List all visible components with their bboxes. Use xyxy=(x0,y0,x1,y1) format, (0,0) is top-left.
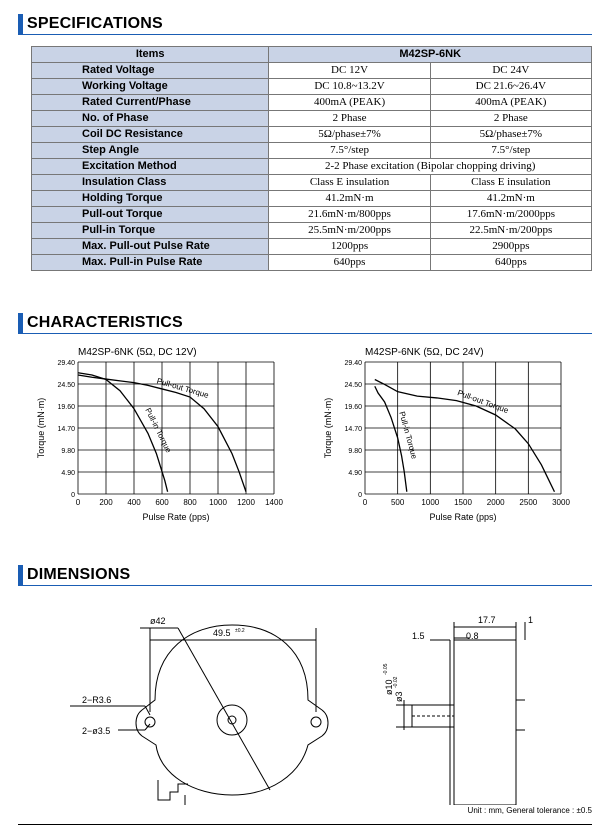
spec-value-24v: 2 Phase xyxy=(430,111,591,127)
x-tick-label: 0 xyxy=(75,498,81,507)
dim-49-5-label: 49.5 xyxy=(213,628,231,638)
spec-label: Pull-in Torque xyxy=(32,223,269,239)
spec-label: Step Angle xyxy=(32,143,269,159)
x-tick-label: 3000 xyxy=(552,498,570,507)
spec-value-12v: 400mA (PEAK) xyxy=(269,95,430,111)
motor-front-outline xyxy=(136,625,328,795)
spec-table xyxy=(31,46,592,271)
dim-phi10-tolerance: -0.05 xyxy=(383,663,389,675)
spec-value-12v: 640pps xyxy=(269,255,430,271)
x-tick-label: 800 xyxy=(183,498,197,507)
dim-phi42-label: ø42 xyxy=(150,616,166,626)
spec-label: Max. Pull-in Pulse Rate xyxy=(32,255,269,271)
series-label: Pull-in Torque xyxy=(143,406,174,455)
spec-value-24v: 5Ω/phase±7% xyxy=(430,127,591,143)
y-tick-label: 4.90 xyxy=(61,470,75,477)
x-tick-label: 1400 xyxy=(265,498,283,507)
chart-title: M42SP-6NK (5Ω, DC 24V) xyxy=(365,347,484,358)
x-axis-label: Pulse Rate (pps) xyxy=(142,512,210,522)
dim-17-7-label: 17.7 xyxy=(478,615,496,625)
chart-title: M42SP-6NK (5Ω, DC 12V) xyxy=(78,347,197,358)
x-tick-label: 1200 xyxy=(237,498,255,507)
characteristics-heading: CHARACTERISTICS xyxy=(18,313,183,333)
series-label: Pull-out Torque xyxy=(456,388,510,416)
section-divider xyxy=(18,34,592,35)
table-row xyxy=(32,207,592,223)
y-tick-label: 0 xyxy=(71,492,75,499)
chart-24v xyxy=(317,340,582,530)
y-tick-label: 9.80 xyxy=(61,448,75,455)
spec-label: Holding Torque xyxy=(32,191,269,207)
y-axis-label: Torque (mN·m) xyxy=(36,397,46,459)
spec-value-24v: Class E insulation xyxy=(430,175,591,191)
y-tick-label: 4.90 xyxy=(348,470,362,477)
table-row xyxy=(32,143,592,159)
x-tick-label: 1500 xyxy=(454,498,472,507)
header-model: M42SP-6NK xyxy=(269,47,592,63)
spec-value-12v: DC 12V xyxy=(269,63,430,79)
spec-value-12v: 25.5mN·m/200pps xyxy=(269,223,430,239)
y-tick-label: 9.80 xyxy=(348,448,362,455)
y-tick-label: 19.60 xyxy=(57,404,75,411)
y-tick-label: 19.60 xyxy=(344,404,362,411)
dim-phi3-tolerance: -0.02 xyxy=(393,676,399,688)
spec-label: Working Voltage xyxy=(32,79,269,95)
series-line-pull-in-torque xyxy=(375,386,407,492)
y-tick-label: 14.70 xyxy=(57,426,75,433)
spec-value-12v: Class E insulation xyxy=(269,175,430,191)
spec-value-12v: 21.6mN·m/800pps xyxy=(269,207,430,223)
footer-rule xyxy=(18,824,592,825)
spec-label: Pull-out Torque xyxy=(32,207,269,223)
spec-value-12v: 5Ω/phase±7% xyxy=(269,127,430,143)
dim-1-5-label: 1.5 xyxy=(412,631,425,641)
table-row xyxy=(32,175,592,191)
spec-value-24v: 400mA (PEAK) xyxy=(430,95,591,111)
specifications-heading: SPECIFICATIONS xyxy=(18,14,163,34)
table-row xyxy=(32,79,592,95)
table-header-row xyxy=(32,47,592,63)
table-row xyxy=(32,255,592,271)
x-tick-label: 200 xyxy=(99,498,113,507)
table-row xyxy=(32,191,592,207)
series-label: Pull-in Torque xyxy=(397,410,419,460)
spec-label: Max. Pull-out Pulse Rate xyxy=(32,239,269,255)
table-row xyxy=(32,239,592,255)
header-items: Items xyxy=(32,47,269,63)
spec-label: Excitation Method xyxy=(32,159,269,175)
chart-12v xyxy=(30,340,295,530)
mount-hole-left xyxy=(145,717,155,727)
motor-side-body xyxy=(454,640,516,805)
x-tick-label: 500 xyxy=(390,498,405,507)
table-row xyxy=(32,63,592,79)
spec-value-12v: 41.2mN·m xyxy=(269,191,430,207)
dim-r3-6-label: 2−R3.6 xyxy=(82,695,112,705)
spec-value-span: 2-2 Phase excitation (Bipolar chopping driving) xyxy=(269,159,592,175)
spec-label: No. of Phase xyxy=(32,111,269,127)
section-divider xyxy=(18,585,592,586)
y-axis-label: Torque (mN·m) xyxy=(323,397,333,459)
spec-value-12v: 1200pps xyxy=(269,239,430,255)
spec-value-24v: 22.5mN·m/200pps xyxy=(430,223,591,239)
table-row xyxy=(32,95,592,111)
spec-label: Insulation Class xyxy=(32,175,269,191)
spec-label: Coil DC Resistance xyxy=(32,127,269,143)
dim-phi3-label: ø3 xyxy=(394,691,404,702)
y-tick-label: 24.50 xyxy=(344,382,362,389)
dim-0-8-label: 0.8 xyxy=(466,631,479,641)
x-tick-label: 0 xyxy=(362,498,368,507)
dim-49-5-tolerance: ±0.2 xyxy=(235,628,245,634)
spec-value-24v: DC 24V xyxy=(430,63,591,79)
spec-value-24v: 17.6mN·m/2000pps xyxy=(430,207,591,223)
dimension-drawing xyxy=(0,590,610,805)
y-tick-label: 29.40 xyxy=(344,360,362,367)
series-label: Pull-out Torque xyxy=(155,376,210,400)
dim-phi10-label: ø10 xyxy=(384,679,394,695)
table-row xyxy=(32,159,592,175)
x-tick-label: 2000 xyxy=(486,498,505,507)
table-row xyxy=(32,223,592,239)
x-tick-label: 1000 xyxy=(209,498,227,507)
y-tick-label: 14.70 xyxy=(344,426,362,433)
x-tick-label: 400 xyxy=(127,498,141,507)
spec-label: Rated Current/Phase xyxy=(32,95,269,111)
mount-hole-right xyxy=(311,717,321,727)
spec-value-12v: 7.5°/step xyxy=(269,143,430,159)
spec-value-12v: 2 Phase xyxy=(269,111,430,127)
x-tick-label: 2500 xyxy=(519,498,538,507)
section-divider xyxy=(18,333,592,334)
series-line-pull-in-torque xyxy=(78,373,168,492)
spec-value-24v: 41.2mN·m xyxy=(430,191,591,207)
spec-value-24v: 7.5°/step xyxy=(430,143,591,159)
dim-phi3-5-label: 2−ø3.5 xyxy=(82,726,111,736)
spec-value-24v: DC 21.6~26.4V xyxy=(430,79,591,95)
spec-value-24v: 640pps xyxy=(430,255,591,271)
x-tick-label: 600 xyxy=(155,498,169,507)
y-tick-label: 24.50 xyxy=(57,382,75,389)
table-row xyxy=(32,111,592,127)
dim-line-phi42 xyxy=(178,628,270,790)
x-axis-label: Pulse Rate (pps) xyxy=(429,512,497,522)
spec-value-12v: DC 10.8~13.2V xyxy=(269,79,430,95)
dim-1-label: 1 xyxy=(528,615,534,625)
table-row xyxy=(32,127,592,143)
spec-value-24v: 2900pps xyxy=(430,239,591,255)
dimensions-heading: DIMENSIONS xyxy=(18,565,130,585)
spec-label: Rated Voltage xyxy=(32,63,269,79)
x-tick-label: 1000 xyxy=(421,498,440,507)
y-tick-label: 29.40 xyxy=(57,360,75,367)
y-tick-label: 0 xyxy=(358,492,362,499)
shaft-boss xyxy=(217,705,247,735)
unit-note: Unit : mm, General tolerance : ±0.5 xyxy=(467,806,592,815)
